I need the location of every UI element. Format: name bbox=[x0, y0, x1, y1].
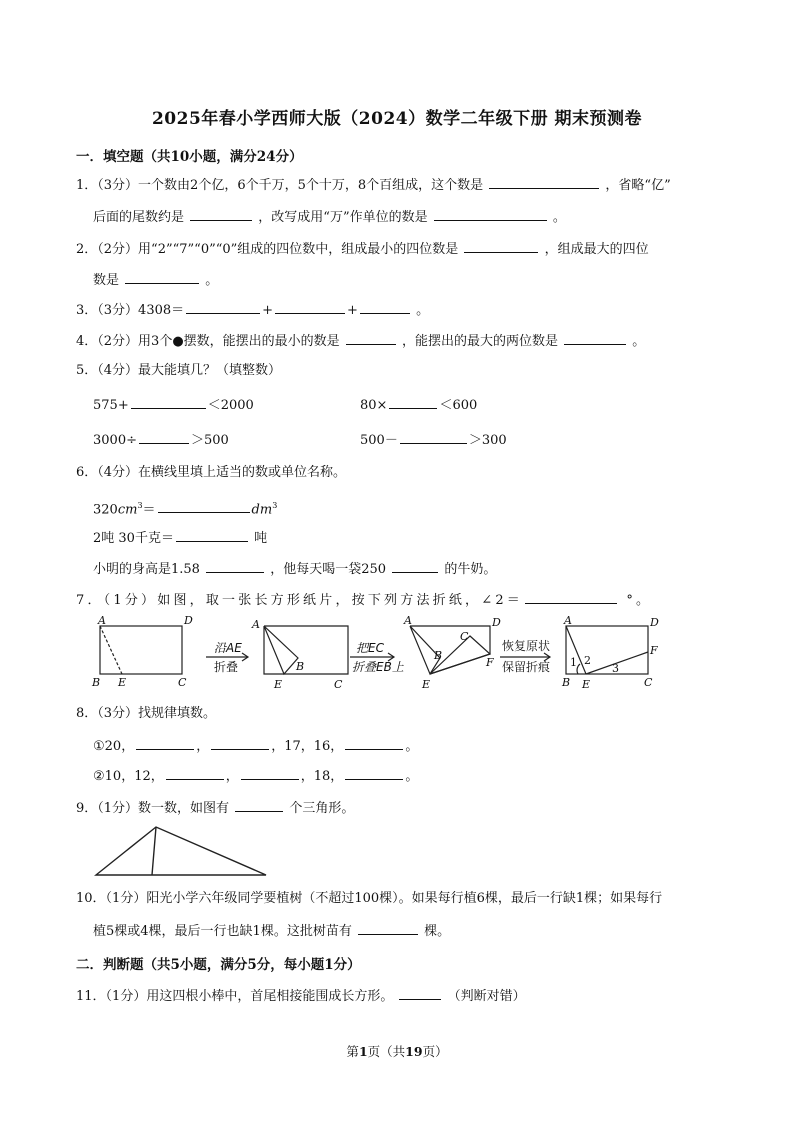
footer-text-1: 第 bbox=[346, 1044, 359, 1059]
q8-b-blank-3[interactable] bbox=[345, 767, 403, 780]
q1-text: 1．（3分）一个数由2个亿，6个千万，5个十万，8个百组成，这个数是 bbox=[76, 178, 484, 193]
fig1-label-c: C bbox=[178, 676, 187, 689]
q5-c-text-2: ＞500 bbox=[190, 433, 229, 448]
q5-c-blank[interactable] bbox=[139, 431, 189, 444]
q3-blank-1[interactable] bbox=[186, 301, 260, 314]
fig4-label-b: B bbox=[562, 676, 571, 689]
question-1 bbox=[76, 176, 671, 194]
q3-plus-1: + bbox=[262, 303, 274, 318]
fig4-angle-3: 3 bbox=[612, 662, 619, 675]
q8-a-text: ①20， bbox=[93, 739, 135, 754]
fig2-label-a: A bbox=[252, 618, 260, 631]
q5-b-text-2: ＜600 bbox=[439, 398, 478, 413]
q8-b-text-3: ，18， bbox=[300, 769, 344, 784]
question-8: 8．（3分）找规律填数。 bbox=[76, 706, 217, 721]
fig2-rect bbox=[264, 626, 348, 674]
q2-text-3: 数是 bbox=[93, 273, 120, 288]
question-11 bbox=[76, 987, 526, 1005]
q11-text: 11．（1分）用这四根小棒中，首尾相接能围成长方形。 bbox=[76, 989, 394, 1004]
footer-text-2: 页（共 bbox=[367, 1044, 406, 1059]
fig4-label-e: E bbox=[582, 678, 591, 691]
q6-b-text: 2吨 30千克＝ bbox=[93, 531, 174, 546]
q8-b-blank-1[interactable] bbox=[166, 767, 224, 780]
q6-a-number: 320 bbox=[93, 502, 118, 518]
q10-text-2: 植5棵或4棵，最后一行也缺1棵。这批树苗有 bbox=[93, 924, 352, 939]
q1-text-4: ，改写成用“万”作单位的数是 bbox=[258, 210, 428, 225]
q5-item-d bbox=[360, 431, 507, 449]
q11-blank[interactable] bbox=[399, 987, 441, 1000]
question-2 bbox=[76, 240, 649, 258]
page-title: 2025年春小学西师大版（2024）数学二年级下册 期末预测卷 bbox=[151, 109, 643, 129]
q7-text-2: °。 bbox=[626, 593, 653, 608]
q4-text-3: 。 bbox=[632, 334, 646, 349]
q6-item-a bbox=[93, 498, 277, 518]
q6-item-c bbox=[93, 560, 496, 578]
q1-text-2: ，省略“亿” bbox=[605, 178, 671, 193]
q5-a-text-2: ＜2000 bbox=[207, 398, 254, 413]
q5-a-blank[interactable] bbox=[131, 396, 206, 409]
fig3-label-b: B bbox=[434, 649, 443, 662]
q5-item-a bbox=[93, 396, 254, 414]
arrow-3-text-bottom: 保留折痕 bbox=[502, 660, 551, 674]
q1-blank-2[interactable] bbox=[190, 208, 252, 221]
fig2-label-c: C bbox=[334, 678, 343, 691]
q6-c-text: 小明的身高是1.58 bbox=[93, 562, 200, 577]
q3-text: 3．（3分）4308＝ bbox=[76, 303, 185, 318]
q1-text-5: 。 bbox=[552, 210, 566, 225]
q5-item-c bbox=[93, 431, 229, 449]
q2-text-4: 。 bbox=[205, 273, 219, 288]
q5-d-blank[interactable] bbox=[400, 431, 467, 444]
question-9 bbox=[76, 799, 354, 817]
q8-b-blank-2[interactable] bbox=[241, 767, 299, 780]
q5-item-b bbox=[360, 396, 477, 414]
q9-triangle-figure bbox=[92, 824, 272, 880]
q1-blank-3[interactable] bbox=[434, 208, 547, 221]
q5-b-blank[interactable] bbox=[389, 396, 437, 409]
fig4-label-d: D bbox=[650, 616, 659, 629]
arrow-1-text-bottom: 折叠 bbox=[214, 660, 239, 674]
q2-blank-1[interactable] bbox=[464, 240, 538, 253]
q4-blank-2[interactable] bbox=[564, 332, 626, 345]
section-fill-blank-heading: 一．填空题（共10小题，满分24分） bbox=[76, 149, 303, 165]
q2-blank-2[interactable] bbox=[125, 271, 199, 284]
question-4 bbox=[76, 332, 645, 350]
fig2-folded-triangle bbox=[264, 626, 298, 674]
q11-text-2: （判断对错） bbox=[447, 989, 526, 1004]
footer-page-number: 1 bbox=[358, 1044, 368, 1059]
q6-a-sup-2: 3 bbox=[272, 501, 278, 510]
q6-c-blank-1[interactable] bbox=[206, 560, 264, 573]
fig4-label-f: F bbox=[650, 644, 658, 657]
fig1-dashed-fold bbox=[100, 626, 122, 674]
q8-a-blank-2[interactable] bbox=[211, 737, 269, 750]
q8-a-text-3: ，17，16， bbox=[271, 739, 344, 754]
question-2-line-2 bbox=[93, 271, 218, 289]
fig4-angle-1: 1 bbox=[570, 656, 577, 669]
fig2-label-e: E bbox=[274, 678, 283, 691]
page-footer bbox=[0, 1042, 794, 1060]
fig2-label-b: B bbox=[296, 660, 305, 673]
question-3 bbox=[76, 301, 429, 319]
q6-a-blank[interactable] bbox=[158, 500, 250, 513]
q7-folding-figure bbox=[88, 614, 680, 696]
q8-a-text-2: ， bbox=[196, 739, 210, 754]
q9-text-2: 个三角形。 bbox=[289, 801, 355, 816]
q5-d-text: 500－ bbox=[360, 433, 398, 448]
q8-a-text-4: 。 bbox=[405, 739, 419, 754]
section-true-false-heading: 二．判断题（共5小题，满分5分，每小题1分） bbox=[76, 957, 361, 973]
fig3-top-edge bbox=[410, 626, 490, 654]
q4-text-2: ，能摆出的最大的两位数是 bbox=[401, 334, 558, 349]
question-1-line-2 bbox=[93, 208, 566, 226]
q4-blank-1[interactable] bbox=[346, 332, 396, 345]
q6-b-text-2: 吨 bbox=[254, 531, 268, 546]
q1-blank-1[interactable] bbox=[489, 176, 599, 189]
fig4-angle-arc bbox=[577, 664, 580, 674]
footer-text-3: 页） bbox=[422, 1044, 448, 1059]
fig4-label-a: A bbox=[564, 614, 572, 627]
fig1-rectangle bbox=[100, 626, 182, 674]
fig1-label-a: A bbox=[98, 614, 106, 627]
fig3-label-d: D bbox=[492, 616, 501, 629]
q8-a-blank-1[interactable] bbox=[136, 737, 194, 750]
arrow-3-text-top: 恢复原状 bbox=[502, 639, 551, 653]
q6-a-unit-2: dm bbox=[251, 502, 273, 518]
q5-b-text: 80× bbox=[360, 398, 388, 413]
arrow-2-text-bottom: 折叠EB上 bbox=[352, 660, 404, 674]
q8-item-2 bbox=[93, 767, 418, 785]
fig1-label-b: B bbox=[92, 676, 101, 689]
fig3-label-a: A bbox=[404, 614, 412, 627]
q8-a-blank-3[interactable] bbox=[345, 737, 403, 750]
q7-blank[interactable] bbox=[525, 591, 617, 604]
question-5: 5．（4分）最大能填几？（填整数） bbox=[76, 363, 282, 378]
q4-text: 4．（2分）用3个●摆数，能摆出的最小的数是 bbox=[76, 334, 340, 349]
q6-c-text-2: ，他每天喝一袋250 bbox=[270, 562, 387, 577]
question-10-line-2 bbox=[93, 922, 450, 940]
q6-item-b bbox=[93, 529, 267, 547]
fig3-label-e: E bbox=[422, 678, 431, 691]
q8-b-text: ②10，12， bbox=[93, 769, 164, 784]
q3-plus-2: + bbox=[347, 303, 358, 318]
q10-blank[interactable] bbox=[358, 922, 418, 935]
fig1-label-e: E bbox=[118, 676, 127, 689]
q5-c-text: 3000÷ bbox=[93, 433, 137, 448]
q6-a-sup-1: 3 bbox=[137, 501, 143, 510]
fig3-label-f: F bbox=[486, 656, 494, 669]
inner-segment bbox=[152, 827, 156, 875]
fig4-angle-2: 2 bbox=[584, 654, 591, 667]
q8-item-1 bbox=[93, 737, 418, 755]
question-6: 6．（4分）在横线里填上适当的数或单位名称。 bbox=[76, 465, 347, 480]
q6-b-blank[interactable] bbox=[176, 529, 248, 542]
question-10: 10．（1分）阳光小学六年级同学要植树（不超过100棵）。如果每行植6棵，最后一行缺1棵；如果每行 bbox=[76, 891, 663, 906]
fig4-label-c: C bbox=[644, 676, 653, 689]
q1-text-3: 后面的尾数约是 bbox=[93, 210, 185, 225]
arrow-2-text-top: 把EC bbox=[356, 641, 384, 655]
q3-end: 。 bbox=[416, 303, 430, 318]
q2-text-2: ，组成最大的四位 bbox=[544, 242, 649, 257]
q3-blank-3[interactable] bbox=[360, 301, 410, 314]
outer-triangle bbox=[96, 827, 266, 875]
q6-c-blank-2[interactable] bbox=[392, 560, 438, 573]
fig3-label-c: C bbox=[460, 630, 469, 643]
q6-a-unit-1: cm bbox=[117, 502, 138, 518]
q6-c-text-3: 的牛奶。 bbox=[444, 562, 497, 577]
fig1-label-d: D bbox=[184, 614, 193, 627]
q3-blank-2[interactable] bbox=[275, 301, 345, 314]
footer-total-pages: 19 bbox=[405, 1044, 423, 1059]
q2-text: 2．（2分）用“2”“7”“0”“0”组成的四位数中，组成最小的四位数是 bbox=[76, 242, 459, 257]
q7-text: 7．（1分）如图，取一张长方形纸片，按下列方法折纸，∠2＝ bbox=[76, 593, 524, 608]
q10-text-3: 棵。 bbox=[424, 924, 451, 939]
q9-text: 9．（1分）数一数，如图有 bbox=[76, 801, 230, 816]
q8-b-text-2: ， bbox=[225, 769, 239, 784]
q8-b-text-4: 。 bbox=[405, 769, 419, 784]
q5-a-text: 575+ bbox=[93, 398, 129, 413]
q6-a-equals: ＝ bbox=[142, 502, 156, 518]
q9-blank[interactable] bbox=[235, 799, 283, 812]
q5-d-text-2: ＞300 bbox=[468, 433, 507, 448]
question-7 bbox=[76, 591, 652, 609]
arrow-1-text-top: 沿AE bbox=[214, 641, 242, 655]
